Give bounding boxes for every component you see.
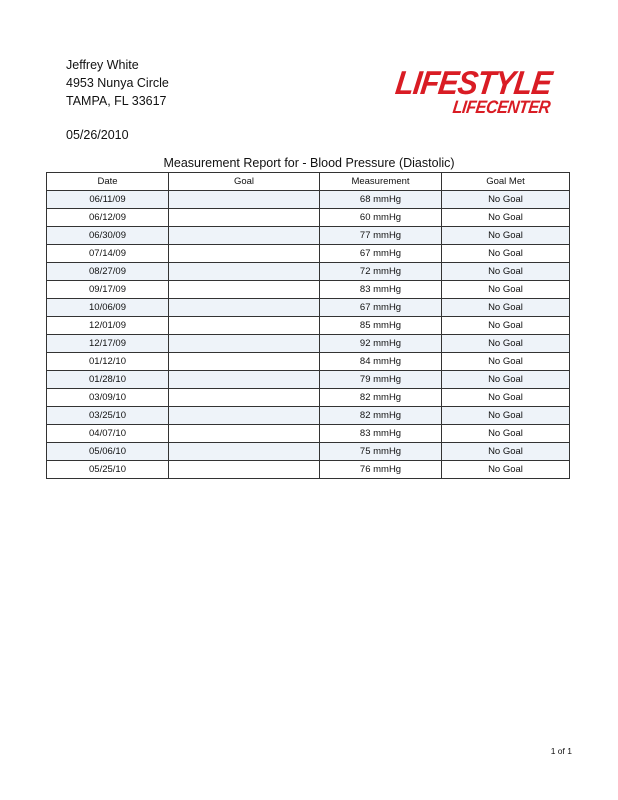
- cell-date: 06/30/09: [47, 227, 169, 245]
- table-row: [47, 263, 570, 281]
- cell-measurement: 75 mmHg: [320, 443, 442, 461]
- cell-goal-met: No Goal: [442, 317, 570, 335]
- column-header-goal-met: Goal Met: [442, 173, 570, 191]
- table-row: [47, 191, 570, 209]
- cell-goal-met: No Goal: [442, 335, 570, 353]
- table-row: [47, 443, 570, 461]
- cell-date: 12/01/09: [47, 317, 169, 335]
- cell-measurement: 67 mmHg: [320, 299, 442, 317]
- column-header-goal: Goal: [169, 173, 320, 191]
- table-row: [47, 353, 570, 371]
- cell-goal-met: No Goal: [442, 227, 570, 245]
- cell-date: 05/06/10: [47, 443, 169, 461]
- table-header-row: [47, 173, 570, 191]
- cell-goal: [169, 227, 320, 245]
- cell-measurement: 60 mmHg: [320, 209, 442, 227]
- cell-measurement: 77 mmHg: [320, 227, 442, 245]
- patient-address: [66, 56, 169, 110]
- cell-goal: [169, 281, 320, 299]
- cell-measurement: 84 mmHg: [320, 353, 442, 371]
- table-body: [47, 191, 570, 479]
- lifestyle-lifecenter-logo: [393, 64, 554, 120]
- cell-goal-met: No Goal: [442, 461, 570, 479]
- cell-date: 01/28/10: [47, 371, 169, 389]
- cell-goal-met: No Goal: [442, 371, 570, 389]
- cell-goal-met: No Goal: [442, 191, 570, 209]
- cell-measurement: 67 mmHg: [320, 245, 442, 263]
- cell-measurement: 83 mmHg: [320, 281, 442, 299]
- table-row: [47, 461, 570, 479]
- cell-date: 06/11/09: [47, 191, 169, 209]
- table-row: [47, 335, 570, 353]
- patient-street: 4953 Nunya Circle: [66, 76, 169, 90]
- cell-goal-met: No Goal: [442, 299, 570, 317]
- cell-measurement: 83 mmHg: [320, 425, 442, 443]
- cell-measurement: 76 mmHg: [320, 461, 442, 479]
- cell-goal: [169, 335, 320, 353]
- report-title: Measurement Report for - Blood Pressure (Diastolic): [163, 156, 455, 170]
- table-row: [47, 281, 570, 299]
- patient-city-line: TAMPA, FL 33617: [66, 94, 167, 108]
- cell-date: 07/14/09: [47, 245, 169, 263]
- table-row: [47, 209, 570, 227]
- table-row: [47, 425, 570, 443]
- cell-goal: [169, 209, 320, 227]
- cell-goal-met: No Goal: [442, 389, 570, 407]
- cell-measurement: 85 mmHg: [320, 317, 442, 335]
- cell-goal-met: No Goal: [442, 245, 570, 263]
- cell-date: 09/17/09: [47, 281, 169, 299]
- cell-goal-met: No Goal: [442, 353, 570, 371]
- cell-date: 06/12/09: [47, 209, 169, 227]
- cell-date: 03/25/10: [47, 407, 169, 425]
- cell-goal-met: No Goal: [442, 281, 570, 299]
- table-row: [47, 371, 570, 389]
- cell-goal: [169, 389, 320, 407]
- cell-goal-met: No Goal: [442, 263, 570, 281]
- table-row: [47, 299, 570, 317]
- cell-goal: [169, 245, 320, 263]
- cell-date: 03/09/10: [47, 389, 169, 407]
- cell-goal: [169, 353, 320, 371]
- column-header-date: Date: [47, 173, 169, 191]
- cell-goal-met: No Goal: [442, 443, 570, 461]
- cell-measurement: 82 mmHg: [320, 407, 442, 425]
- cell-goal-met: No Goal: [442, 209, 570, 227]
- table-row: [47, 227, 570, 245]
- cell-goal: [169, 299, 320, 317]
- logo-line-2: LIFECENTER: [451, 97, 552, 117]
- table-row: [47, 317, 570, 335]
- cell-goal-met: No Goal: [442, 407, 570, 425]
- cell-date: 12/17/09: [47, 335, 169, 353]
- cell-goal: [169, 371, 320, 389]
- cell-measurement: 79 mmHg: [320, 371, 442, 389]
- report-date: 05/26/2010: [66, 128, 129, 142]
- page-number: 1 of 1: [550, 746, 572, 756]
- cell-goal: [169, 317, 320, 335]
- cell-date: 05/25/10: [47, 461, 169, 479]
- patient-name: Jeffrey White: [66, 58, 139, 72]
- cell-date: 08/27/09: [47, 263, 169, 281]
- table-row: [47, 389, 570, 407]
- measurement-table: [46, 172, 570, 479]
- cell-goal: [169, 191, 320, 209]
- cell-goal: [169, 425, 320, 443]
- column-header-measurement: Measurement: [320, 173, 442, 191]
- cell-date: 04/07/10: [47, 425, 169, 443]
- cell-goal: [169, 443, 320, 461]
- cell-goal: [169, 461, 320, 479]
- table-row: [47, 407, 570, 425]
- cell-measurement: 68 mmHg: [320, 191, 442, 209]
- cell-measurement: 72 mmHg: [320, 263, 442, 281]
- cell-date: 01/12/10: [47, 353, 169, 371]
- cell-measurement: 92 mmHg: [320, 335, 442, 353]
- table-row: [47, 245, 570, 263]
- cell-goal-met: No Goal: [442, 425, 570, 443]
- cell-goal: [169, 407, 320, 425]
- logo-line-1: LIFESTYLE: [393, 64, 554, 101]
- cell-date: 10/06/09: [47, 299, 169, 317]
- cell-measurement: 82 mmHg: [320, 389, 442, 407]
- cell-goal: [169, 263, 320, 281]
